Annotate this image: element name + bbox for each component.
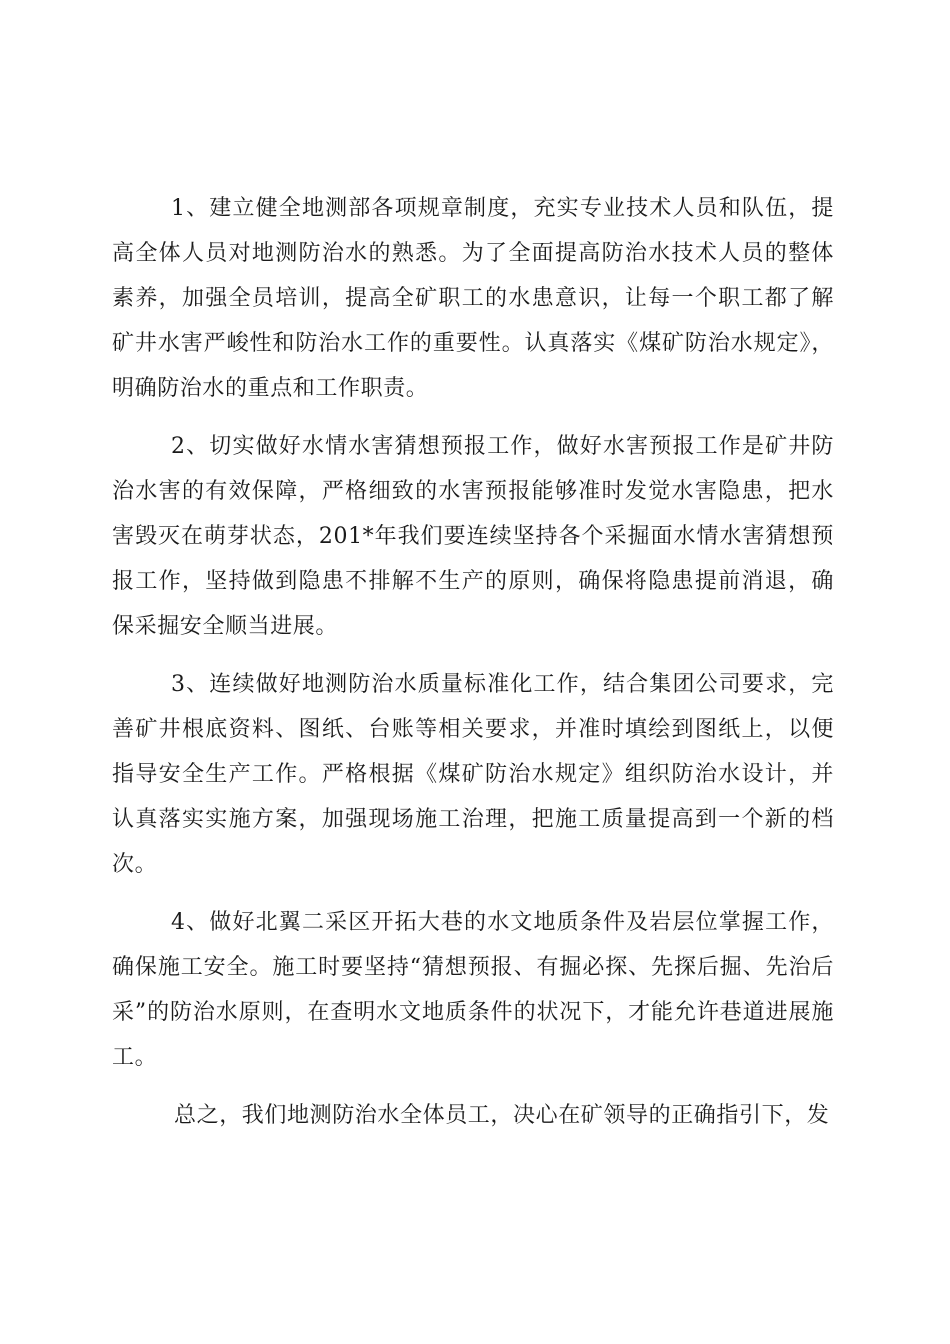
- paragraph-1: 1、建立健全地测部各项规章制度，充实专业技术人员和队伍，提高全体人员对地测防治水的熟悉。为了全面提高防治水技术人员的整体素养，加强全员培训，提高全矿职工的水患意识，让每一个职工都了解矿井水害严峻性和防治水工作的重要性。认真落实《煤矿防治水规定》，明确防治水的重点和工作职责。: [112, 196, 834, 401]
- paragraph-3: 3、连续做好地测防治水质量标准化工作，结合集团公司要求，完善矿井根底资料、图纸、台账等相关要求，并准时填绘到图纸上，以便指导安全生产工作。严格根据《煤矿防治水规定》组织防治水设计，并认真落实实施方案，加强现场施工治理，把施工质量提高到一个新的档次。: [112, 672, 834, 877]
- document-body: [112, 186, 834, 1151]
- paragraph-summary: 总之，我们地测防治水全体员工，决心在矿领导的正确指引下，发: [174, 1103, 830, 1128]
- paragraph-4: 4、做好北翼二采区开拓大巷的水文地质条件及岩层位掌握工作，确保施工安全。施工时要坚持“猜想预报、有掘必探、先探后掘、先治后采”的防治水原则，在查明水文地质条件的状况下，才能允许巷道进展施工。: [112, 910, 834, 1070]
- paragraph-2: 2、切实做好水情水害猜想预报工作，做好水害预报工作是矿井防治水害的有效保障，严格细致的水害预报能够准时发觉水害隐患，把水害毁灭在萌芽状态，201*年我们要连续坚持各个采掘面水情水害猜想预报工作，坚持做到隐患不排解不生产的原则，确保将隐患提前消退，确保采掘安全顺当进展。: [112, 434, 834, 639]
